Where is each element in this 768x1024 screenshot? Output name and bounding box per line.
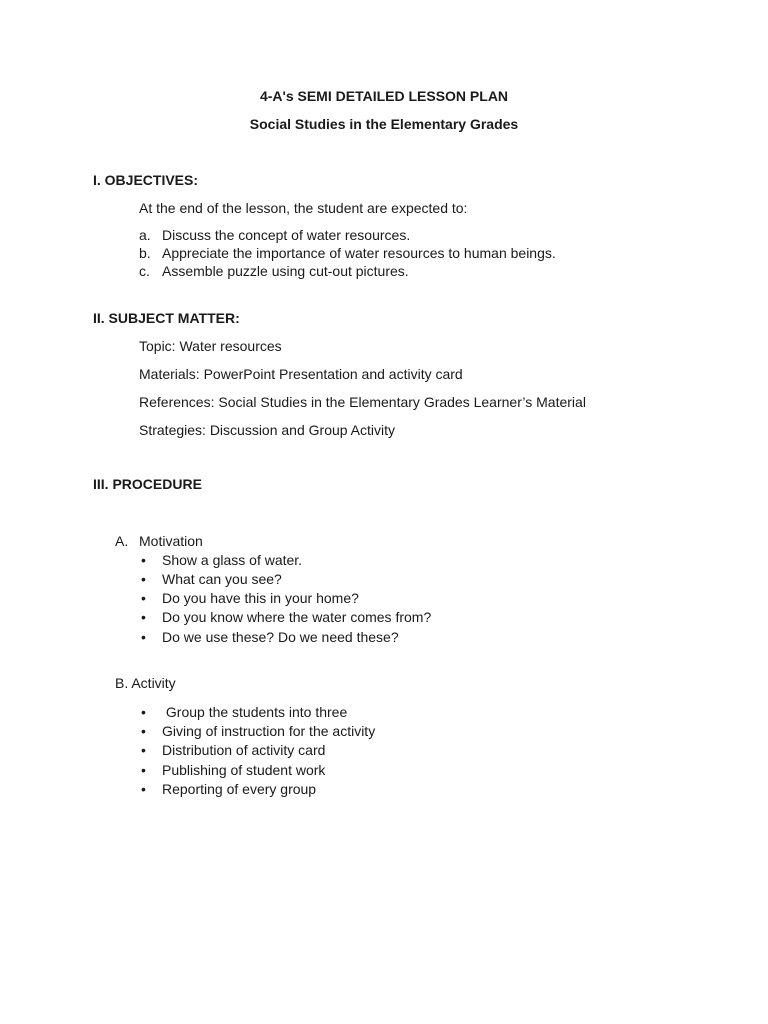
objective-text: Assemble puzzle using cut-out pictures. [162, 263, 409, 279]
bullet-icon: • [141, 609, 146, 625]
bullet-icon: • [141, 704, 146, 720]
list-item-text: Do you know where the water comes from? [162, 609, 432, 625]
objective-text: Appreciate the importance of water resources to human beings. [162, 245, 556, 261]
bullet-icon: • [141, 742, 146, 758]
list-item-text: Do you have this in your home? [162, 590, 359, 606]
list-item-text: Reporting of every group [162, 781, 317, 797]
list-item-text: Distribution of activity card [162, 742, 326, 758]
subject-strategies: Strategies: Discussion and Group Activity [139, 422, 396, 438]
document-title: 4-A's SEMI DETAILED LESSON PLAN [259, 88, 509, 104]
list-item-text: Do we use these? Do we need these? [162, 629, 399, 645]
objective-marker: c. [139, 263, 150, 279]
document-subtitle: Social Studies in the Elementary Grades [249, 116, 519, 132]
bullet-icon: • [141, 590, 146, 606]
motivation-label: Motivation [139, 533, 203, 549]
bullet-icon: • [141, 571, 146, 587]
subject-matter-heading: II. SUBJECT MATTER: [93, 310, 240, 326]
objectives-intro: At the end of the lesson, the student are expected to: [139, 200, 468, 216]
bullet-icon: • [141, 781, 146, 797]
objectives-heading: I. OBJECTIVES: [93, 172, 199, 188]
objective-marker: a. [139, 227, 151, 243]
list-item-text: Publishing of student work [162, 762, 326, 778]
objective-text: Discuss the concept of water resources. [162, 227, 411, 243]
subject-references: References: Social Studies in the Elementary Grades Learner’s Material [139, 394, 586, 410]
bullet-icon: • [141, 762, 146, 778]
list-item-text: Group the students into three [162, 704, 348, 720]
subject-topic: Topic: Water resources [139, 338, 282, 354]
bullet-icon: • [141, 723, 146, 739]
subject-materials: Materials: PowerPoint Presentation and activity card [139, 366, 463, 382]
list-item-text: Giving of instruction for the activity [162, 723, 376, 739]
procedure-heading: III. PROCEDURE [93, 476, 202, 492]
motivation-marker: A. [115, 533, 129, 549]
list-item-text: What can you see? [162, 571, 282, 587]
activity-label: B. Activity [115, 675, 176, 691]
list-item-text: Show a glass of water. [162, 552, 303, 568]
objective-marker: b. [139, 245, 151, 261]
bullet-icon: • [141, 552, 146, 568]
bullet-icon: • [141, 629, 146, 645]
